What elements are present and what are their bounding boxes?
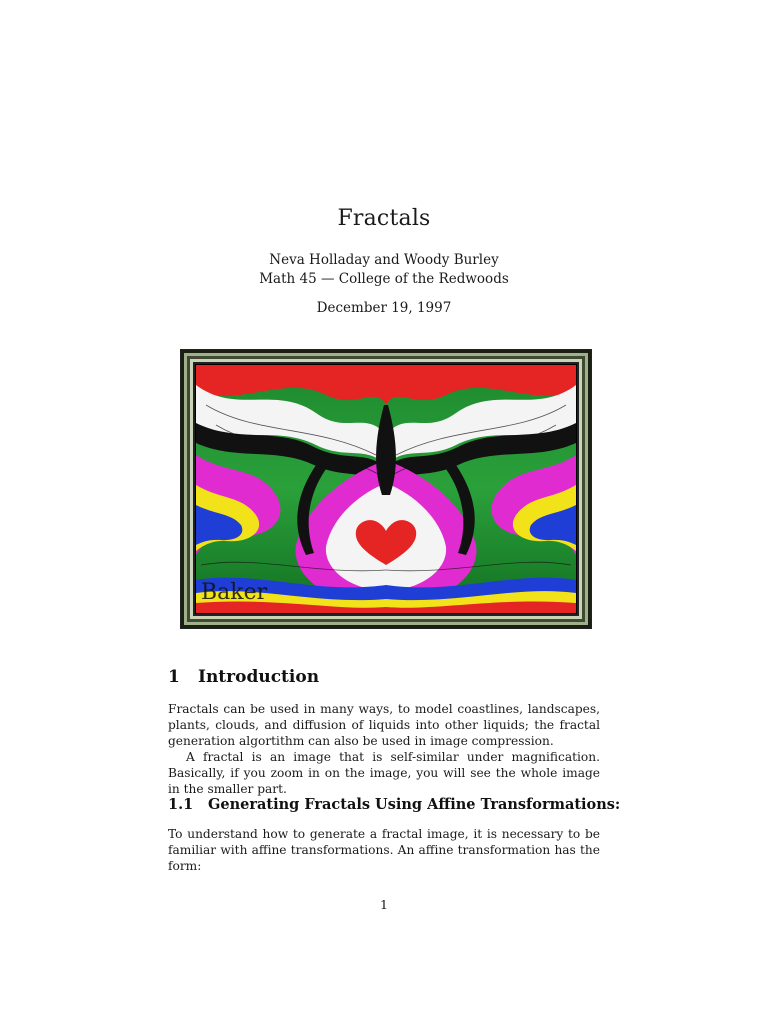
authors: Neva Holladay and Woody Burley xyxy=(269,252,499,268)
subsection-title: Generating Fractals Using Affine Transformations: xyxy=(208,796,621,813)
intro-paragraph-2: A fractal is an image that is self-similar under magnification. Basically, if you zoom in on the image, you will see the whole image in the smaller part. xyxy=(168,750,600,796)
document-title: Fractals xyxy=(337,206,431,231)
section-heading-affine xyxy=(168,796,620,813)
affine-paragraph-1: To understand how to generate a fractal image, it is necessary to be familiar with affine transformations. An affine transformation has the form: xyxy=(168,827,600,873)
fractal-signature: Baker xyxy=(201,580,268,605)
fractal-figure xyxy=(180,349,592,629)
intro-paragraph-1: Fractals can be used in many ways, to model coastlines, landscapes, plants, clouds, and diffusion of liquids into other liquids; the fractal generation algortithm can also be used in image compression. xyxy=(168,702,600,748)
fractal-image xyxy=(196,365,576,613)
subsection-number: 1.1 xyxy=(168,796,194,813)
affiliation: Math 45 — College of the Redwoods xyxy=(259,271,509,287)
document-date: December 19, 1997 xyxy=(316,300,452,316)
section-title: Introduction xyxy=(198,667,320,687)
page-number: 1 xyxy=(380,897,388,912)
section-heading-introduction xyxy=(168,667,319,687)
author-block xyxy=(0,251,768,289)
section-number: 1 xyxy=(168,667,180,687)
